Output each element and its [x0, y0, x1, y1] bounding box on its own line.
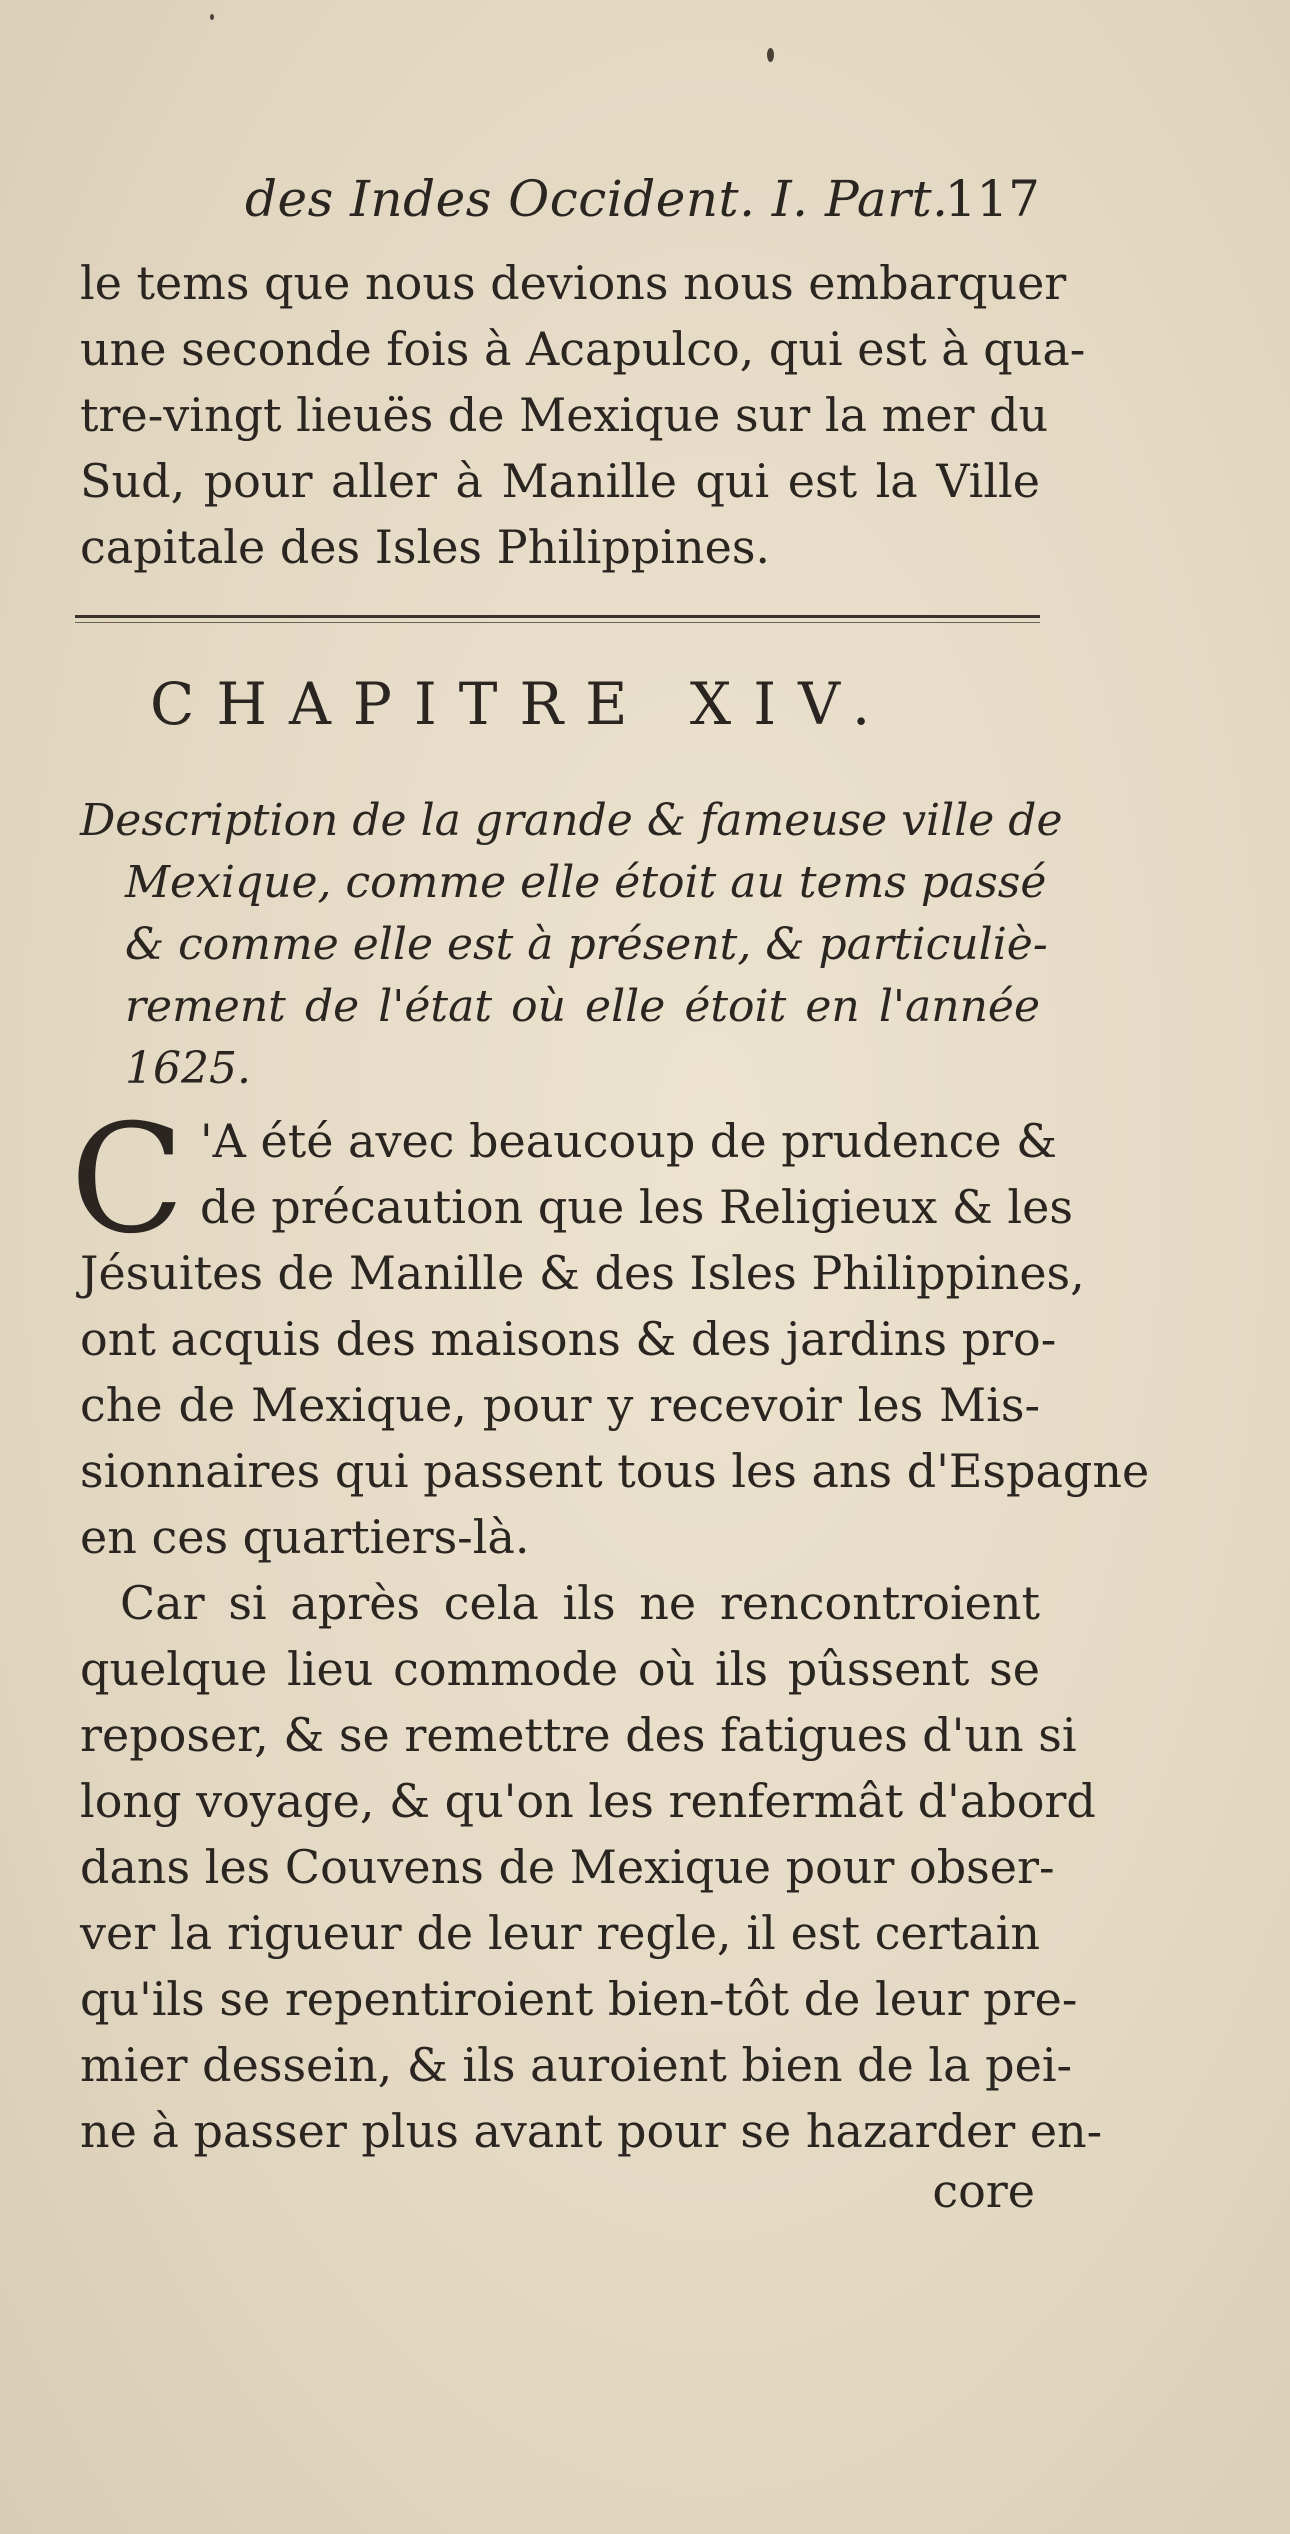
text-line: tre-vingt lieuës de Mexique sur la mer du — [80, 388, 1049, 442]
drop-cap: C — [70, 1093, 185, 1267]
text-line: dans les Couvens de Mexique pour obser- — [80, 1840, 1055, 1894]
ink-speck — [767, 48, 774, 62]
chapter-subtitle-line: Mexique, comme elle étoit au tems passé — [125, 857, 1047, 908]
catchword: core — [932, 2164, 1035, 2218]
text-line: le tems que nous devions nous embarquer — [80, 256, 1067, 310]
chapter-heading: CHAPITRE XIV. — [150, 670, 893, 738]
text-line: Jésuites de Manille & des Isles Philippines, — [80, 1246, 1085, 1300]
text-line: Sud, pour aller à Manille qui est la Ville — [80, 454, 1040, 508]
text-line: sionnaires qui passent tous les ans d'Espagne — [80, 1444, 1150, 1498]
page-number: 117 — [944, 170, 1040, 228]
text-line: Car si après cela ils ne rencontroient — [120, 1576, 1040, 1630]
chapter-subtitle-line: & comme elle est à présent, & particuliè- — [125, 919, 1048, 970]
text-line: che de Mexique, pour y recevoir les Mis- — [80, 1378, 1040, 1432]
text-line: ont acquis des maisons & des jardins pro- — [80, 1312, 1057, 1366]
chapter-subtitle-line: rement de l'état où elle étoit en l'année — [125, 981, 1040, 1032]
section-rule-thin — [75, 622, 1040, 623]
text-line: reposer, & se remettre des fatigues d'un si — [80, 1708, 1077, 1762]
text-line: qu'ils se repentiroient bien-tôt de leur pre- — [80, 1972, 1078, 2026]
text-line: long voyage, & qu'on les renfermât d'abord — [80, 1774, 1096, 1828]
text-line: ver la rigueur de leur regle, il est certain — [80, 1906, 1040, 1960]
chapter-subtitle-line: 1625. — [125, 1043, 251, 1094]
running-head: des Indes Occident. I. Part. — [245, 170, 949, 228]
text-line: une seconde fois à Acapulco, qui est à qua- — [80, 322, 1086, 376]
text-line: en ces quartiers-là. — [80, 1510, 530, 1564]
chapter-subtitle-line: Description de la grande & fameuse ville de — [80, 795, 1063, 846]
text-line: mier dessein, & ils auroient bien de la pei- — [80, 2038, 1073, 2092]
page-header — [80, 170, 1040, 240]
text-line: de précaution que les Religieux & les — [200, 1180, 1073, 1234]
section-rule — [75, 615, 1040, 618]
ink-speck — [210, 14, 214, 20]
text-line: ne à passer plus avant pour se hazarder en- — [80, 2104, 1103, 2158]
text-line: capitale des Isles Philippines. — [80, 520, 771, 574]
text-line: 'A été avec beaucoup de prudence & — [200, 1114, 1058, 1168]
text-line: quelque lieu commode où ils pûssent se — [80, 1642, 1040, 1696]
